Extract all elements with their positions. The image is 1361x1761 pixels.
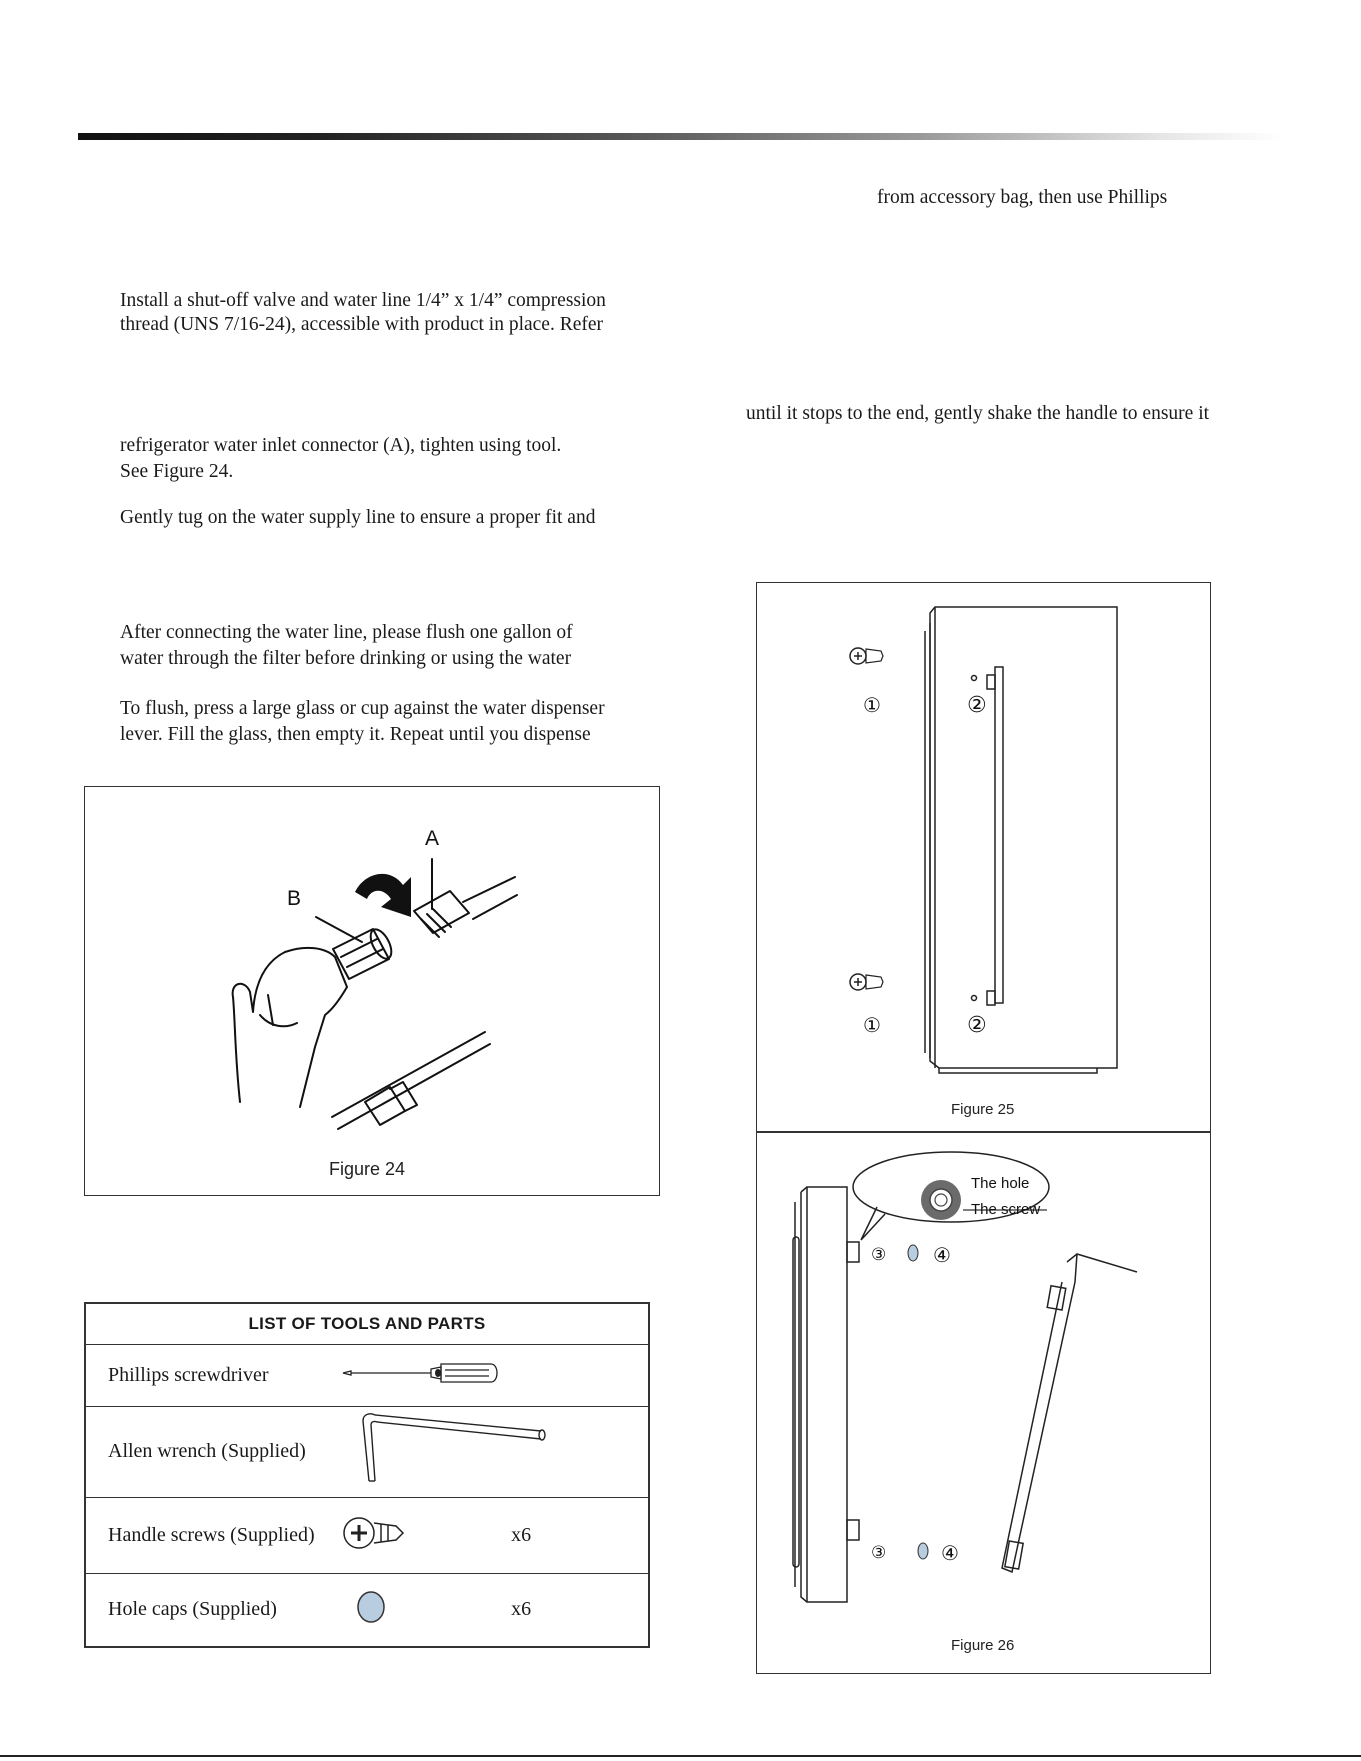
handle-screw-icon [341,1497,511,1573]
table-row [85,1573,649,1647]
screw-label: The screw [971,1201,1041,1218]
stops-line: until it stops to the end, gently shake the handle to ensure it [746,403,1210,424]
hole-cap-icon [908,1245,918,1261]
table-row [85,1406,649,1497]
figure-25 [756,582,1211,1133]
row-label: Allen wrench (Supplied) [85,1406,341,1497]
install-line-1: Install a shut-off valve and water line 1/4” x 1/4” compression [120,290,606,311]
marker-1: ① [863,693,881,717]
hole-cap-icon [918,1543,928,1559]
label-b: B [287,887,302,910]
header-rule [78,133,1283,140]
figure-24 [84,786,660,1196]
press-line-2: lever. Fill the glass, then empty it. Repeat until you dispense [120,724,591,745]
water-connection-illustration [85,787,661,1197]
hole-cap-illustration [757,1132,1212,1675]
connect-line-1: refrigerator water inlet connector (A), tighten using tool. [120,435,562,456]
screwdriver-icon [341,1344,511,1406]
handle-mount-illustration [757,583,1212,1134]
accessory-line: from accessory bag, then use Phillips [877,187,1168,208]
row-qty: x6 [511,1573,649,1647]
tug-line: Gently tug on the water supply line to ensure a proper fit and [120,507,596,528]
rotation-arrow-icon [355,874,411,917]
row-label: Phillips screwdriver [85,1344,341,1406]
marker-4: ④ [933,1243,951,1267]
figure-24-caption: Figure 24 [329,1159,406,1179]
marker-3-lower: ③ [871,1543,887,1563]
table-row [85,1497,649,1573]
figure-26-caption: Figure 26 [951,1637,1015,1654]
handle-screw-icon [850,648,883,664]
figure-25-caption: Figure 25 [951,1101,1015,1118]
flush-line-1: After connecting the water line, please flush one gallon of [120,622,573,643]
row-label: Handle screws (Supplied) [85,1497,341,1573]
marker-4-lower: ④ [941,1541,959,1565]
label-a: A [425,827,440,850]
row-label: Hole caps (Supplied) [85,1573,341,1647]
press-line-1: To flush, press a large glass or cup against the water dispenser [120,698,605,719]
marker-3: ③ [871,1245,887,1265]
connect-line-2: See Figure 24. [120,461,234,482]
row-qty: x6 [511,1497,649,1573]
hole-label: The hole [971,1175,1030,1192]
row-qty [511,1344,649,1406]
marker-2-lower: ② [967,1013,987,1038]
tools-parts-title: LIST OF TOOLS AND PARTS [248,1313,486,1333]
install-line-2: thread (UNS 7/16-24), accessible with product in place. Refer [120,314,604,335]
table-row [85,1344,649,1406]
handle-screw-icon [850,974,883,990]
tools-parts-table [84,1302,650,1648]
figure-26 [756,1131,1211,1674]
hole-cap-icon [341,1573,511,1647]
bottom-rule [0,1755,1361,1757]
marker-2: ② [967,693,987,718]
marker-1-lower: ① [863,1013,881,1037]
allen-wrench-icon [341,1406,649,1497]
flush-line-2: water through the filter before drinking or using the water [120,648,572,669]
